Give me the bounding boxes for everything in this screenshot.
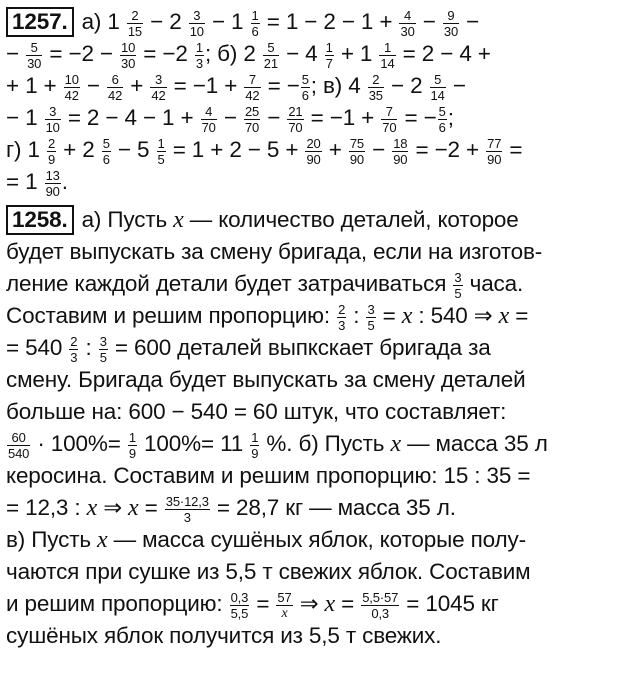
text-run: − 2 — [144, 9, 188, 34]
text-run: − 4 — [279, 41, 324, 66]
fraction-numerator: 2 — [70, 333, 78, 349]
fraction-denominator: 3 — [338, 317, 346, 333]
text-run: = 1 − 2 − 1 + — [260, 9, 399, 34]
variable-x: x — [97, 527, 108, 553]
fraction — [189, 9, 205, 38]
fraction — [99, 335, 108, 364]
text-line — [6, 70, 617, 102]
fraction — [150, 73, 166, 102]
fraction-numerator: 1 — [128, 429, 136, 445]
fraction-denominator: 35 — [368, 87, 383, 103]
text-run: = −2 + — [409, 137, 486, 162]
fraction-denominator: 9 — [47, 151, 56, 167]
text-run: : 540 ⇒ — [412, 303, 499, 328]
variable-x: x — [401, 303, 413, 329]
fraction-numerator: 3 — [367, 301, 375, 317]
fraction-numerator: 2 — [368, 73, 384, 88]
fraction — [128, 431, 137, 460]
text-run: = 540 — [6, 335, 69, 360]
text-line — [6, 166, 617, 198]
fraction-denominator: 5 — [157, 151, 165, 167]
fraction — [69, 335, 78, 364]
text-run: − — [261, 105, 287, 130]
fraction-numerator: 3 — [45, 105, 61, 120]
text-run: : — [79, 335, 98, 360]
fraction — [325, 41, 334, 70]
fraction-denominator: 6 — [438, 119, 446, 135]
text-run: = 2 − 4 − 1 + — [61, 105, 200, 130]
fraction — [366, 303, 375, 332]
fraction-numerator: 5,5·57 — [362, 589, 399, 605]
fraction-denominator: 3 — [195, 55, 203, 71]
text-run: часа. — [463, 271, 524, 296]
fraction-numerator: 1 — [379, 41, 395, 56]
fraction-numerator: 35·12,3 — [165, 493, 209, 509]
text-line — [6, 364, 617, 396]
text-run: ; в) 4 — [310, 73, 367, 98]
fraction — [399, 9, 415, 38]
problem-1258 — [6, 204, 617, 652]
fraction-denominator: 10 — [189, 23, 204, 39]
text-run: а) Пусть — [81, 207, 174, 232]
text-run: = — [509, 303, 529, 328]
variable-x: x — [498, 303, 510, 329]
problem-number: 1257. — [6, 7, 74, 37]
fraction-numerator: 10 — [64, 71, 79, 87]
text-run: + 1 — [334, 41, 379, 66]
fraction — [26, 41, 42, 70]
fraction-numerator: 57 — [277, 589, 292, 605]
fraction-denominator: 70 — [201, 119, 216, 135]
fraction — [379, 41, 395, 70]
text-run: в) Пусть — [6, 527, 98, 552]
fraction — [195, 41, 204, 70]
fraction-numerator: 4 — [399, 9, 415, 24]
text-run: − — [416, 9, 442, 34]
text-line — [6, 588, 617, 620]
text-run: ление каждой детали будет затрачиваться — [6, 271, 453, 296]
text-run: + — [322, 137, 348, 162]
fraction — [486, 137, 502, 166]
text-run: = −1 + — [167, 73, 244, 98]
text-run: = 1 + 2 − 5 + — [166, 137, 305, 162]
fraction-numerator: 3 — [189, 9, 205, 24]
variable-x: x — [173, 207, 184, 233]
text-run: — масса сушёных яблок, которые полу- — [107, 527, 526, 552]
text-line — [6, 300, 617, 332]
fraction — [165, 495, 210, 524]
fraction — [230, 591, 250, 620]
text-run: − 5 — [111, 137, 156, 162]
text-run: будет выпускать за смену бригада, если на изготов- — [6, 239, 543, 264]
text-run: г) 1 — [6, 137, 46, 162]
variable-x: x — [128, 495, 139, 521]
fraction-numerator: 1 — [325, 39, 333, 55]
fraction-numerator: 5 — [263, 41, 279, 56]
text-line — [6, 492, 617, 524]
text-run: + 1 + — [6, 73, 63, 98]
fraction-denominator: 5 — [99, 349, 107, 365]
fraction-numerator: 1 — [195, 39, 203, 55]
fraction-denominator: 42 — [108, 87, 123, 103]
fraction-numerator: 18 — [393, 135, 408, 151]
text-run: %. б) Пусть — [260, 431, 391, 456]
fraction-numerator: 1 — [251, 429, 259, 445]
text-run: керосина. Составим и решим пропорцию: 15 : 35 = — [6, 463, 531, 488]
text-run: . — [61, 169, 68, 194]
fraction-denominator: 30 — [443, 23, 459, 39]
text-run: — масса 35 л — [400, 431, 548, 456]
fraction-denominator: 90 — [487, 151, 502, 167]
text-line — [6, 460, 617, 492]
fraction-numerator: 3 — [454, 269, 462, 285]
fraction — [301, 73, 310, 102]
fraction-numerator: 21 — [288, 103, 303, 119]
text-run: = — [335, 591, 361, 616]
fraction — [102, 137, 111, 166]
fraction-numerator: 5 — [430, 73, 446, 88]
fraction-denominator: 70 — [244, 119, 260, 135]
fraction — [45, 105, 61, 134]
fraction — [263, 41, 279, 70]
text-run: = — [376, 303, 402, 328]
fraction-denominator: 42 — [245, 87, 260, 103]
fraction — [368, 73, 384, 102]
text-run: ⇒ — [293, 591, 325, 616]
text-line — [6, 134, 617, 166]
text-line — [6, 236, 617, 268]
fraction-numerator: 1 — [251, 7, 259, 23]
text-run: а) 1 — [81, 9, 126, 34]
fraction-numerator: 1 — [157, 135, 165, 151]
fraction — [287, 105, 303, 134]
fraction-numerator: 3 — [99, 333, 107, 349]
fraction-denominator: 90 — [349, 151, 364, 167]
fraction — [251, 9, 260, 38]
text-run: = − — [398, 105, 437, 130]
problem-1257 — [6, 6, 617, 198]
fraction — [453, 271, 462, 300]
fraction — [45, 169, 61, 198]
fraction — [127, 9, 143, 38]
text-run: = 1045 кг — [400, 591, 499, 616]
fraction — [7, 431, 30, 460]
text-run: − — [366, 137, 392, 162]
variable-x: x — [324, 591, 336, 617]
text-run: − 1 — [6, 105, 44, 130]
fraction — [392, 137, 408, 166]
fraction-denominator: 14 — [380, 55, 395, 71]
text-line — [6, 102, 617, 134]
text-run: = 2 − 4 + — [396, 41, 491, 66]
text-line — [6, 204, 617, 236]
text-run: ⇒ — [97, 495, 129, 520]
text-run: больше на: 600 − 540 = 60 штук, что составляет: — [6, 399, 507, 424]
text-run: = 28,7 кг — масса 35 л. — [210, 495, 456, 520]
fraction — [361, 591, 399, 620]
text-run: + 2 — [57, 137, 101, 162]
fraction — [244, 105, 260, 134]
variable-x: x — [86, 495, 98, 521]
fraction-numerator: 10 — [121, 39, 136, 55]
fraction-numerator: 4 — [201, 105, 217, 120]
fraction-numerator: 3 — [150, 73, 166, 88]
fraction — [349, 137, 365, 166]
fraction — [337, 303, 346, 332]
fraction-denominator: 90 — [45, 183, 60, 199]
fraction-denominator: 70 — [382, 119, 397, 135]
text-line — [6, 524, 617, 556]
fraction — [244, 73, 260, 102]
text-line — [6, 428, 617, 460]
fraction-denominator: 3 — [183, 509, 191, 525]
fraction-denominator: 9 — [128, 445, 136, 461]
text-run: 100%= 11 — [137, 431, 250, 456]
fraction-denominator: 10 — [45, 119, 60, 135]
text-run: = −1 + — [304, 105, 381, 130]
fraction-denominator: 90 — [306, 151, 321, 167]
fraction-denominator: 6 — [102, 151, 110, 167]
fraction — [157, 137, 166, 166]
fraction-denominator: 6 — [251, 23, 259, 39]
fraction-numerator: 0,3 — [230, 589, 249, 605]
fraction-denominator: 5 — [367, 317, 375, 333]
fraction-denominator: 42 — [151, 87, 166, 103]
text-run: : — [347, 303, 366, 328]
fraction-numerator: 77 — [487, 135, 502, 151]
text-run: = — [138, 495, 164, 520]
text-run: и решим пропорцию: — [6, 591, 229, 616]
text-run: − — [6, 41, 26, 66]
fraction-numerator: 5 — [301, 71, 309, 87]
fraction-numerator: 5 — [26, 41, 42, 56]
fraction — [250, 431, 259, 460]
fraction-numerator: 6 — [107, 73, 123, 88]
fraction — [47, 137, 56, 166]
fraction-numerator: 25 — [244, 103, 260, 119]
fraction-numerator: 2 — [47, 135, 56, 151]
text-run: = − — [261, 73, 300, 98]
text-run: − 1 — [205, 9, 250, 34]
fraction-numerator: 9 — [443, 9, 459, 24]
text-line — [6, 6, 617, 38]
fraction-numerator: 2 — [127, 9, 143, 24]
text-run: = — [250, 591, 276, 616]
fraction — [438, 105, 447, 134]
fraction — [201, 105, 217, 134]
fraction-numerator: 5 — [438, 103, 446, 119]
fraction-numerator: 20 — [306, 135, 321, 151]
fraction-numerator: 2 — [338, 301, 346, 317]
fraction-denominator: 3 — [70, 349, 78, 365]
fraction-denominator: 42 — [64, 87, 79, 103]
text-run: = −2 − — [43, 41, 120, 66]
fraction-denominator: 9 — [251, 445, 259, 461]
fraction — [443, 9, 459, 38]
text-run: − — [217, 105, 243, 130]
fraction — [305, 137, 321, 166]
text-run: Составим и решим пропорцию: — [6, 303, 337, 328]
fraction-denominator: 540 — [8, 445, 30, 461]
fraction-denominator: 30 — [400, 23, 415, 39]
fraction-denominator: 70 — [288, 119, 303, 135]
fraction-denominator: 5 — [454, 285, 462, 301]
text-run: + — [124, 73, 150, 98]
fraction-numerator: 5 — [102, 135, 110, 151]
text-run: сушёных яблок получится из 5,5 т свежих. — [6, 623, 442, 648]
fraction — [64, 73, 80, 102]
text-line — [6, 332, 617, 364]
fraction — [107, 73, 123, 102]
fraction-denominator: 14 — [430, 87, 445, 103]
fraction-denominator: x — [281, 605, 288, 621]
text-run: смену. Бригада будет выпускать за смену деталей — [6, 367, 526, 392]
fraction — [430, 73, 446, 102]
text-run: = — [503, 137, 523, 162]
fraction-denominator: 21 — [263, 55, 278, 71]
text-line — [6, 396, 617, 428]
text-line — [6, 620, 617, 652]
fraction-denominator: 6 — [301, 87, 309, 103]
fraction-numerator: 60 — [7, 431, 30, 446]
fraction-numerator: 7 — [244, 73, 260, 88]
text-run: чаются при сушке из 5,5 т свежих яблок. Составим — [6, 559, 531, 584]
text-run: = 12,3 : — [6, 495, 87, 520]
fraction-denominator: 30 — [27, 55, 42, 71]
problem-number: 1258. — [6, 205, 74, 235]
fraction-denominator: 30 — [121, 55, 136, 71]
variable-x: x — [390, 431, 401, 457]
text-line — [6, 556, 617, 588]
fraction — [276, 591, 292, 620]
text-line — [6, 268, 617, 300]
fraction-numerator: 75 — [349, 135, 364, 151]
text-run: · 100%= — [31, 431, 127, 456]
text-run: = 1 — [6, 169, 44, 194]
fraction-numerator: 13 — [45, 167, 60, 183]
text-run: − — [80, 73, 107, 98]
text-run: ; б) 2 — [204, 41, 262, 66]
text-run: = −2 — [137, 41, 194, 66]
text-run: − 2 — [384, 73, 429, 98]
text-run: = 600 деталей выпкскает бригада за — [108, 335, 491, 360]
text-run: — количество деталей, которое — [183, 207, 519, 232]
fraction-denominator: 90 — [393, 151, 408, 167]
fraction-denominator: 15 — [127, 23, 143, 39]
fraction-denominator: 5,5 — [230, 605, 249, 621]
fraction-denominator: 0,3 — [371, 605, 390, 621]
fraction-denominator: 7 — [325, 55, 333, 71]
fraction — [381, 105, 397, 134]
fraction-numerator: 7 — [381, 105, 397, 120]
text-line — [6, 38, 617, 70]
fraction — [120, 41, 136, 70]
text-run: ; — [447, 105, 454, 130]
text-run: − — [446, 73, 466, 98]
text-run: − — [460, 9, 480, 34]
